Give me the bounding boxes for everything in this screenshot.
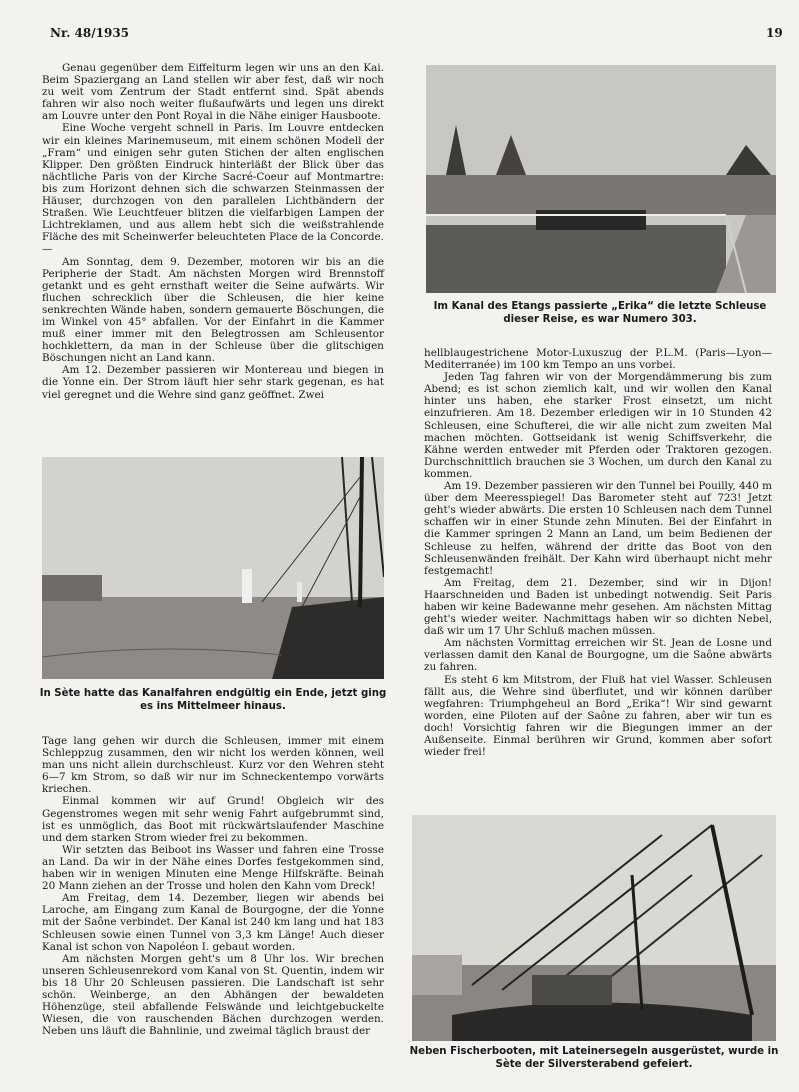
paragraph: Es steht 6 km Mitstrom, der Fluß hat viel Wasser. Schleusen fällt aus, die Wehre sind überflutet, und wir können darüber wegfahren: Triumphgeheul an Bord „Erika“! Wir sind gewarnt worden, eine Piloten auf der Saône zu fahren, aber wir tun es doch! Vorsichtig fahren wir die Biegungen immer an der Außenseite. Einmal berühren wir Grund, kommen aber sofort wieder frei! [424,673,772,759]
photo-canal-lock [426,65,776,293]
article-column-left-bottom [42,735,384,1037]
paragraph: Genau gegenüber dem Eiffelturm legen wir uns an den Kai. Beim Spaziergang an Land stellen wir aber fest, daß wir noch zu weit vom Zentrum der Stadt entfernt sind. Spät abends fahren wir also noch weiter flußaufwärts und legen uns direkt am Louvre unter den Pont Royal in die Nähe einiger Hausboote. [42,62,384,123]
paragraph: Am Sonntag, dem 9. Dezember, motoren wir bis an die Peripherie der Stadt. Am nächsten Morgen wird Brennstoff getankt und es geht ernsthaft weiter die Seine aufwärts. Wir fluchen schrecklich über die Schleusen, die hier keine senkrechten Wände haben, sondern gemauerte Böschungen, die im Winkel von 45° abfallen. Vor der Einfahrt in die Kammer muß einer immer mit den Belegtrossen am Schleusentor hochklettern, da man in der Schleuse über die glitschigen Böschungen nicht an Land kann. [42,255,384,365]
photo-fishing-boats [412,815,776,1041]
caption-fishing-boats: Neben Fischerbooten, mit Lateinersegeln ausgerüstet, wurde in Sète der Silversterabend gefeiert. [409,1046,779,1070]
caption-sete-harbor: In Sète hatte das Kanalfahren endgültig ein Ende, jetzt ging es ins Mittelmeer hinaus. [39,688,387,712]
paragraph: Eine Woche vergeht schnell in Paris. Im Louvre entdecken wir ein kleines Marinemuseum, mit einem schönen Modell der „Fram“ und einigen sehr guten Stichen der alten englischen Klipper. Den größten Eindruck hinterläßt der Blick über das nächtliche Paris von der Kirche Sacré-Coeur auf Montmartre: bis zum Horizont dehnen sich die schwarzen Steinmassen der Häuser, durchzogen von den parallelen Lichtbändern der Straßen. Wie Leuchtfeuer blitzen die vielfarbigen Lampen der Lichtreklamen, und aus allem hebt sich die weißstrahlende Fläche des mit Scheinwerfer beleuchteten Place de la Concorde. — [42,122,384,256]
paragraph: Tage lang gehen wir durch die Schleusen, immer mit einem Schleppzug zusammen, den wir nicht los werden können, weil man uns nicht allein durchschleust. Kurz vor den Wehren steht 6—7 km Strom, so daß wir nur im Schneckentempo vorwärts kriechen. [42,735,384,796]
caption-canal-lock: Im Kanal des Etangs passierte „Erika“ die letzte Schleuse dieser Reise, es war Numero 303. [433,301,767,325]
article-column-right [424,347,772,758]
paragraph: Wir setzten das Beiboot ins Wasser und fahren eine Trosse an Land. Da wir in der Nähe eines Dorfes festgekommen sind, haben wir in wenigen Minuten eine Menge Hilfskräfte. Beinah 20 Mann ziehen an der Trosse und holen den Kahn vom Dreck! [42,843,384,893]
photo-sete-harbor [42,457,384,679]
article-column-left-top [42,62,384,401]
paragraph: Am 19. Dezember passieren wir den Tunnel bei Pouilly, 440 m über dem Meeresspiegel! Das Barometer steht auf 723! Jetzt geht's wieder abwärts. Die ersten 10 Schleusen nach dem Tunnel schaffen wir in einer Stunde zehn Minuten. Bei der Einfahrt in die Kammer springen 2 Mann an Land, um beim Bedienen der Schleuse zu helfen, während der dritte das Boot von den Schleusenwänden freihält. Der Kahn wird überhaupt nicht mehr festgemacht! [424,480,772,577]
page-number: 19 [766,26,783,40]
paragraph: Am nächsten Morgen geht's um 8 Uhr los. Wir brechen unseren Schleusenrekord vom Kanal von St. Quentin, indem wir bis 18 Uhr 20 Schleusen passieren. Die Landschaft ist sehr schön. Weinberge, an den Abhängen der bewaldeten Höhenzüge, steil abfallende Felswände und leichtgebuckelte Wiesen, die von rauschenden Bächen durchzogen werden. Neben uns läuft die Bahnlinie, und zweimal täglich braust der [42,952,384,1038]
paragraph: hellblaugestrichene Motor-Luxuszug der P.L.M. (Paris—Lyon—Mediterranée) im 100 km Tempo an uns vorbei. [424,347,772,372]
paragraph: Am 12. Dezember passieren wir Montereau und biegen in die Yonne ein. Der Strom läuft hier sehr stark gegenan, es hat viel geregnet und die Wehre sind ganz geöffnet. Zwei [42,364,384,401]
page-header-issue: Nr. 48/1935 [50,26,130,40]
paragraph: Einmal kommen wir auf Grund! Obgleich wir des Gegenstromes wegen mit sehr wenig Fahrt aufgebrummt sind, ist es unmöglich, das Boot mit rückwärtslaufender Maschine und dem starken Strom wieder frei zu bekommen. [42,795,384,844]
paragraph: Am Freitag, dem 14. Dezember, liegen wir abends bei Laroche, am Eingang zum Kanal de Bourgogne, der die Yonne mit der Saône verbindet. Der Kanal ist 240 km lang und hat 183 Schleusen sowie einen Tunnel von 3,3 km Länge! Auch dieser Kanal ist schon von Napoléon I. gebaut worden. [42,892,384,953]
paragraph: Am nächsten Vormittag erreichen wir St. Jean de Losne und verlassen damit den Kanal de Bourgogne, um die Saône abwärts zu fahren. [424,637,772,674]
paragraph: Am Freitag, dem 21. Dezember, sind wir in Dijon! Haarschneiden und Baden ist unbedingt notwendig. Seit Paris haben wir keine Badewanne mehr gesehen. Am nächsten Mittag geht's wieder weiter. Nachmittags haben wir so dichten Nebel, daß wir um 17 Uhr Schluß machen müssen. [424,576,772,638]
paragraph: Jeden Tag fahren wir von der Morgendämmerung bis zum Abend; es ist schon ziemlich kalt, und wir wollen den Kanal hinter uns haben, ehe starker Frost einsetzt, um nicht einzufrieren. Am 18. Dezember erledigen wir in 10 Stunden 42 Schleusen, eine Schufterei, die wir alle nicht zum zweiten Mal machen möchten. Gottseidank ist wenig Schiffsverkehr, die Kähne werden entweder mit Pferden oder Traktoren gezogen. Durchschnittlich brauchen sie 3 Wochen, um durch den Kanal zu kommen. [424,371,772,480]
